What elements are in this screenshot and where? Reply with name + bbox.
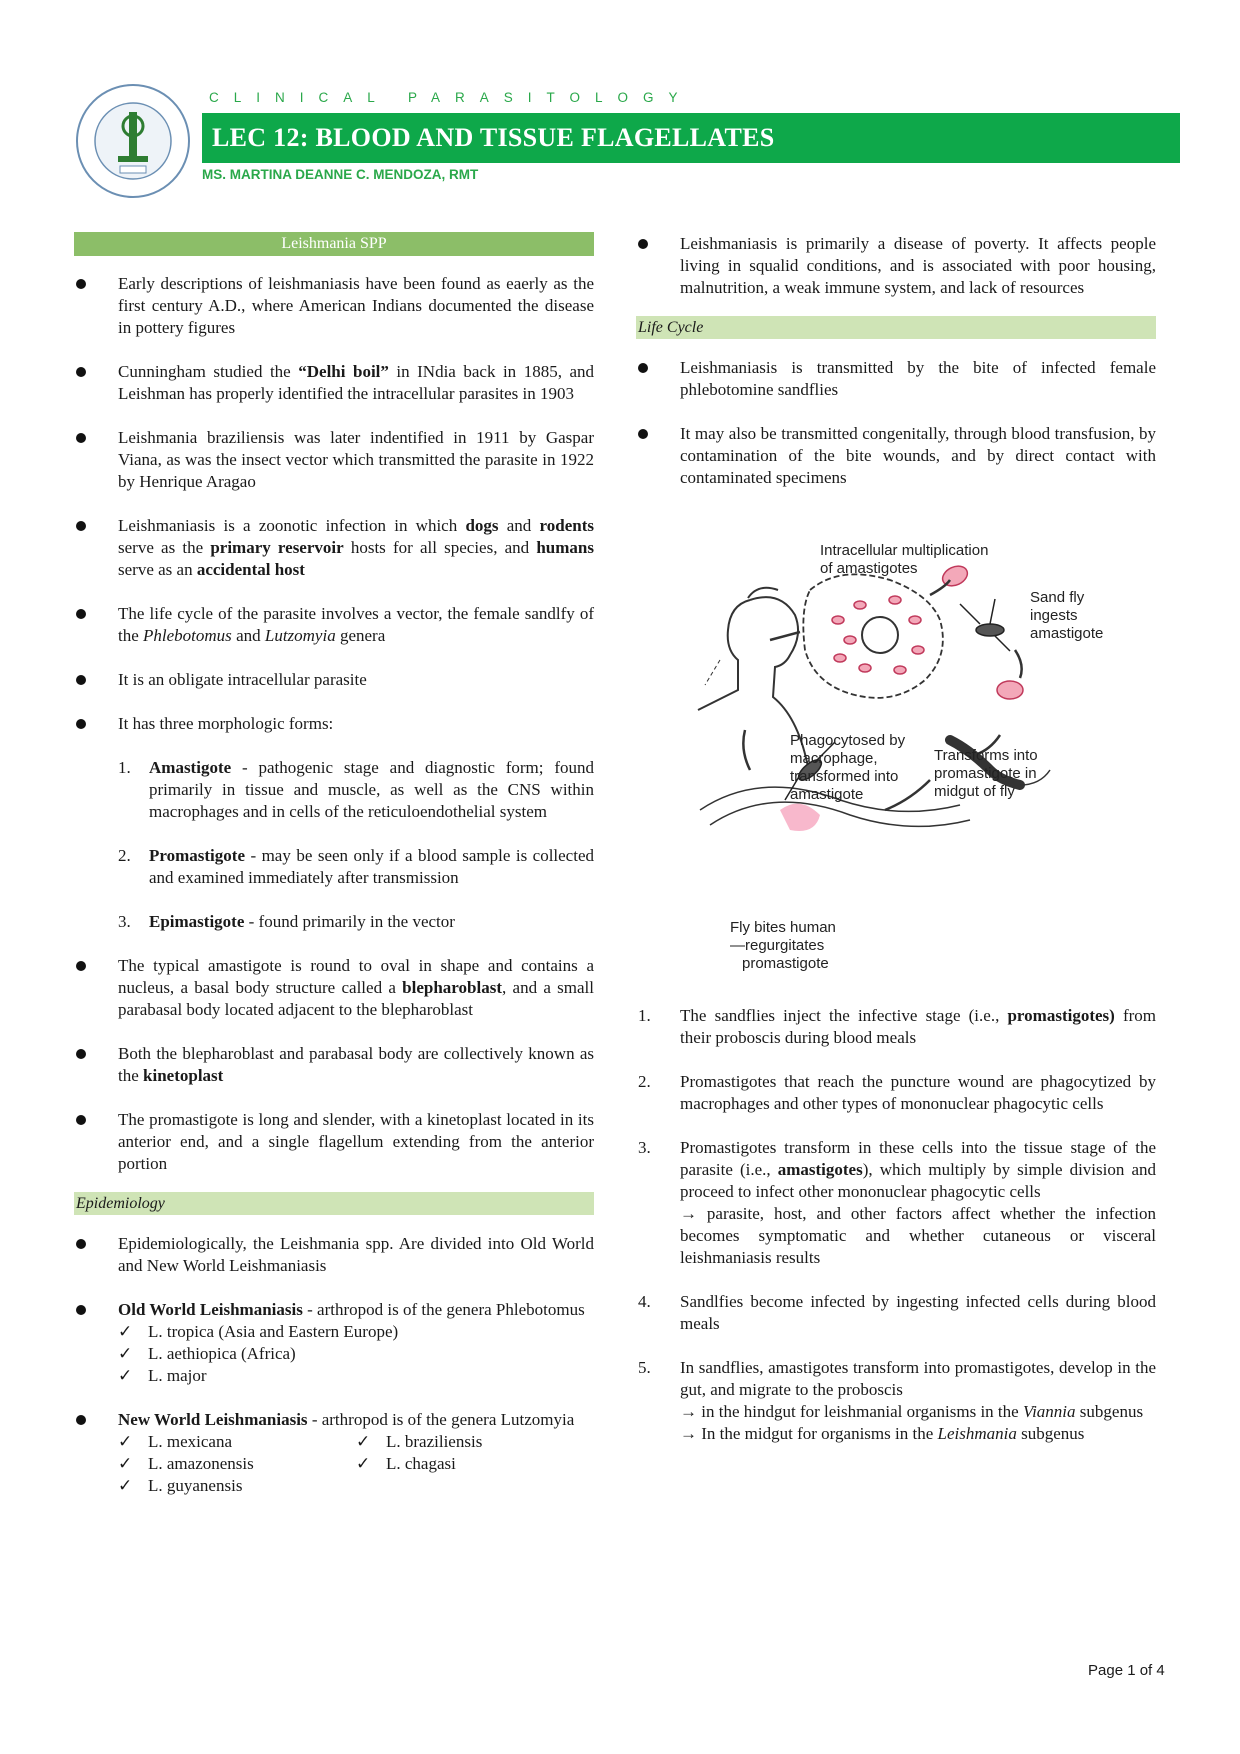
label-transforms: Transforms into — [934, 747, 1038, 764]
label-intracellular: Intracellular multiplication — [820, 542, 989, 559]
bullet-item: Both the blepharoblast and parabasal body are collectively known as the kinetoplast — [74, 1043, 594, 1087]
svg-text:promastigote in: promastigote in — [934, 765, 1037, 782]
label-phagocytosed: Phagocytosed by — [790, 732, 906, 749]
check-icon: ✓ — [118, 1366, 133, 1385]
bullet-dot-icon — [638, 363, 648, 373]
step-item: 3. Promastigotes transform in these cells into the tissue stage of the parasite (i.e., amastigotes), which multiply by simple division and proceed to infect other mononuclear phagocytic cells → parasite, host, and other factors affect whether the infection becomes symptomatic and whether cutaneous or visceral leishmaniasis results — [638, 1138, 1157, 1267]
bullet-dot-icon — [76, 1239, 86, 1249]
page-number: Page 1 of 4 — [1088, 1662, 1165, 1679]
bullet-item: Leishmania braziliensis was later indentified in 1911 by Gaspar Viana, as was the insect vector which transmitted the parasite in 1922 by Henrique Aragao — [74, 427, 594, 493]
bullet-dot-icon — [76, 961, 86, 971]
bullet-dot-icon — [638, 429, 648, 439]
bullet-dot-icon — [76, 1115, 86, 1125]
step-note: → parasite, host, and other factors affect whether the infection becomes symptomatic and whether cutaneous or visceral leishmaniasis results — [680, 1204, 1156, 1267]
svg-text:midgut of fly: midgut of fly — [934, 783, 1015, 800]
check-icon: ✓ — [356, 1432, 371, 1451]
bullet-dot-icon — [76, 1049, 86, 1059]
bullet-item: Cunningham studied the “Delhi boil” in INdia back in 1885, and Leishman has properly identified the intracellular parasites in 1903 — [74, 361, 594, 405]
title-bar — [202, 113, 1180, 163]
bullet-item: It has three morphologic forms: — [74, 713, 594, 735]
bullet-item: It is an obligate intracellular parasite — [74, 669, 594, 691]
form-item-promastigote: 2. Promastigote - may be seen only if a blood sample is collected and examined immediately after transmission — [118, 846, 594, 887]
bullet-item: The promastigote is long and slender, with a kinetoplast located in its anterior end, and a single flagellum extending from the anterior portion — [74, 1109, 594, 1175]
bullet-old-world: Old World Leishmaniasis - arthropod is of the genera Phlebotomus — [74, 1299, 594, 1321]
bullet-item: Leishmaniasis is primarily a disease of poverty. It affects people living in squalid conditions, and is associated with poor housing, malnutrition, a weak immune system, and lack of resources — [636, 233, 1156, 299]
list-item: ✓ L. mexicana — [118, 1432, 233, 1451]
bullet-item: The typical amastigote is round to oval in shape and contains a nucleus, a basal body structure called a blepharoblast, and a small parabasal body located adjacent to the blepharoblast — [74, 955, 594, 1021]
bullet-item: It may also be transmitted congenitally, through blood transfusion, by contamination of the bite wounds, and by direct contact with contaminated specimens — [636, 423, 1156, 489]
list-item: ✓ L. aethiopica (Africa) — [118, 1344, 296, 1363]
check-icon: ✓ — [118, 1344, 133, 1363]
svg-text:promastigote: promastigote — [742, 955, 829, 972]
form-item-amastigote: 1. Amastigote - pathogenic stage and diagnostic form; found primarily in tissue and muscle, as well as the CNS within macrophages and in cells of the reticuloendothelial system — [118, 758, 594, 821]
label-fly-bites: Fly bites human — [730, 919, 836, 936]
bullet-dot-icon — [76, 521, 86, 531]
check-icon: ✓ — [118, 1322, 133, 1341]
bullet-dot-icon — [638, 239, 648, 249]
list-item: ✓ L. amazonensis — [118, 1454, 254, 1473]
list-item: ✓ L. major — [118, 1366, 207, 1385]
step-item: 2. Promastigotes that reach the puncture wound are phagocytized by macrophages and other types of mononuclear phagocytic cells — [638, 1072, 1156, 1113]
section-title-life-cycle: Life Cycle — [636, 316, 1156, 339]
author-name: MS. MARTINA DEANNE C. MENDOZA, RMT — [202, 167, 479, 182]
old-world-species-list — [74, 1321, 594, 1387]
bullet-dot-icon — [76, 719, 86, 729]
bullet-item: Leishmaniasis is transmitted by the bite of infected female phlebotomine sandflies — [636, 357, 1156, 401]
new-world-species-list — [74, 1431, 594, 1497]
form-item-epimastigote: 3. Epimastigote - found primarily in the vector — [118, 912, 455, 931]
bullet-dot-icon — [76, 675, 86, 685]
bullet-new-world: New World Leishmaniasis - arthropod is of the genera Lutzomyia — [74, 1409, 594, 1431]
left-column — [74, 232, 594, 1497]
svg-text:macrophage,: macrophage, — [790, 750, 878, 767]
bullet-item: Leishmaniasis is a zoonotic infection in which dogs and rodents serve as the primary reservoir hosts for all species, and humans serve as an accidental host — [74, 515, 594, 581]
page-title: LEC 12: BLOOD AND TISSUE FLAGELLATES — [212, 123, 775, 152]
check-icon: ✓ — [118, 1454, 133, 1473]
svg-text:transformed into: transformed into — [790, 768, 899, 785]
step-item: 1. The sandflies inject the infective stage (i.e., promastigotes) from their proboscis during blood meals — [638, 1006, 1157, 1047]
section-title-leishmania: Leishmania SPP — [74, 232, 594, 256]
bullet-dot-icon — [76, 1305, 86, 1315]
school-logo — [74, 82, 192, 200]
step-item: 4. Sandlfies become infected by ingesting infected cells during blood meals — [638, 1292, 1156, 1333]
bullet-dot-icon — [76, 279, 86, 289]
step-item: 5. In sandflies, amastigotes transform into promastigotes, develop in the gut, and migrate to the proboscis → in the hindgut for leishmanial organisms in the Viannia subgenus → In the midgut for organisms in the Leishmania subgenus — [638, 1358, 1156, 1443]
svg-text:—regurgitates: —regurgitates — [730, 937, 825, 954]
svg-text:amastigote: amastigote — [1030, 625, 1104, 642]
section-title-epidemiology: Epidemiology — [74, 1192, 594, 1215]
life-cycle-steps — [636, 1005, 1156, 1467]
check-icon: ✓ — [356, 1454, 371, 1473]
svg-text:ingests: ingests — [1030, 607, 1078, 624]
bullet-item: Epidemiologically, the Leishmania spp. Are divided into Old World and New World Leishmaniasis — [74, 1233, 594, 1277]
bullet-item: The life cycle of the parasite involves a vector, the female sandlfy of the Phlebotomus and Lutzomyia genera — [74, 603, 594, 647]
check-icon: ✓ — [118, 1476, 133, 1495]
list-item: ✓ L. braziliensis — [356, 1432, 483, 1451]
bullet-item: Early descriptions of leishmaniasis have been found as eaerly as the first century A.D., where American Indians documented the disease in pottery figures — [74, 273, 594, 339]
svg-text:amastigote: amastigote — [790, 786, 864, 803]
list-item: ✓ L. guyanensis — [118, 1476, 243, 1495]
label-sand-fly: Sand fly — [1030, 589, 1085, 606]
bullet-dot-icon — [76, 433, 86, 443]
list-item: ✓ L. tropica (Asia and Eastern Europe) — [118, 1322, 399, 1341]
list-item: ✓ L. chagasi — [356, 1454, 456, 1473]
check-icon: ✓ — [118, 1432, 133, 1451]
bullet-dot-icon — [76, 609, 86, 619]
svg-text:of amastigotes: of amastigotes — [820, 560, 918, 577]
bullet-dot-icon — [76, 367, 86, 377]
bullet-dot-icon — [76, 1415, 86, 1425]
right-column — [636, 233, 1156, 511]
course-name: CLINICAL PARASITOLOGY — [209, 90, 693, 105]
life-cycle-diagram — [690, 540, 1170, 980]
